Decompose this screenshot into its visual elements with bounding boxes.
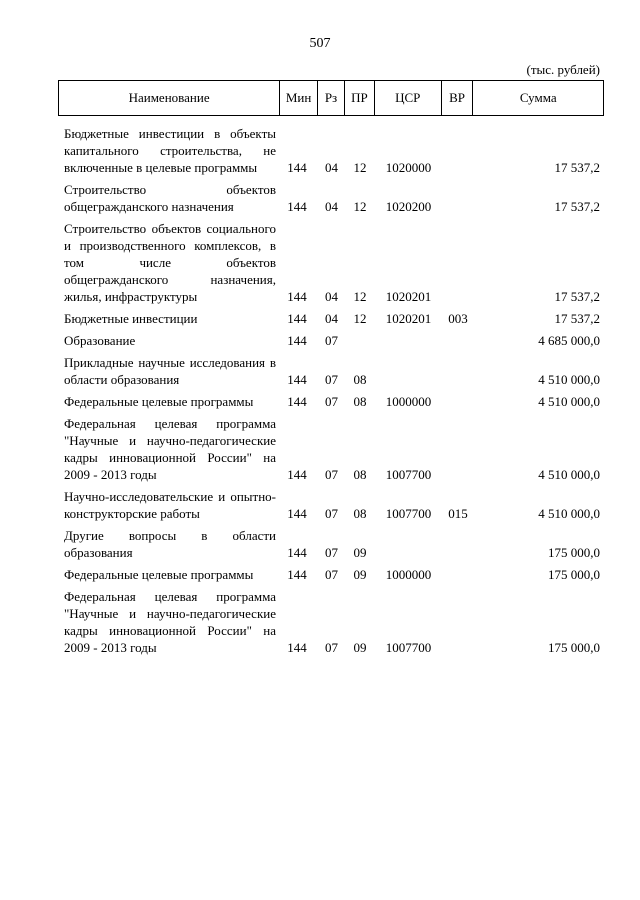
row-csr: 1007700 [385, 640, 432, 655]
row-rz: 07 [325, 372, 338, 387]
row-min: 144 [287, 640, 307, 655]
row-rz: 07 [325, 467, 338, 482]
row-min: 144 [287, 333, 307, 348]
row-rz: 07 [325, 545, 338, 560]
table-row [58, 125, 604, 176]
row-pr: 08 [353, 394, 367, 409]
row-name: Бюджетные инвестиции [64, 311, 198, 326]
row-name: Федеральная целевая программа "Научные и научно-педагогические кадры инновационной России" на 2009 - 2013 годы [64, 416, 276, 482]
header-vr: ВР [442, 81, 474, 115]
row-csr: 1000000 [385, 394, 432, 409]
row-rz: 07 [325, 333, 338, 348]
row-sum: 17 537,2 [554, 289, 600, 304]
header-pr: ПР [345, 81, 375, 115]
row-rz: 07 [325, 506, 338, 521]
row-name: Строительство объектов общегражданского назначения [64, 182, 276, 214]
row-pr: 08 [353, 372, 367, 387]
row-pr: 12 [353, 160, 367, 175]
header-sum: Сумма [519, 90, 557, 105]
header-min: Мин [280, 81, 318, 115]
row-name: Строительство объектов социального и производственного комплексов, в том числе объектов общегражданского назначения, жилья, инфраструктуры [64, 221, 276, 304]
row-csr: 1020200 [385, 199, 432, 214]
row-name: Научно-исследовательские и опытно-конструкторские работы [64, 489, 276, 521]
row-csr: 1000000 [385, 567, 432, 582]
page-number: 507 [309, 36, 331, 51]
row-vr: 015 [448, 506, 468, 521]
row-name: Прикладные научные исследования в области образования [64, 355, 276, 387]
table-body [58, 120, 604, 656]
row-sum: 175 000,0 [548, 545, 600, 560]
units-label: (тыс. рублей) [526, 62, 600, 77]
row-sum: 175 000,0 [548, 567, 600, 582]
row-min: 144 [287, 372, 307, 387]
row-csr: 1020201 [385, 289, 432, 304]
table-row [58, 488, 604, 522]
row-sum: 17 537,2 [554, 160, 600, 175]
row-pr: 12 [353, 289, 367, 304]
row-name: Другие вопросы в области образования [64, 528, 276, 560]
row-csr: 1020201 [385, 311, 432, 326]
row-min: 144 [287, 467, 307, 482]
table-row [58, 393, 604, 410]
row-sum: 175 000,0 [548, 640, 600, 655]
row-rz: 07 [325, 640, 338, 655]
header-csr: ЦСР [375, 81, 442, 115]
row-rz: 04 [325, 289, 338, 304]
row-min: 144 [287, 199, 307, 214]
row-min: 144 [287, 311, 307, 326]
row-sum: 4 510 000,0 [538, 372, 600, 387]
row-csr: 1020000 [385, 160, 432, 175]
row-name: Бюджетные инвестиции в объекты капитального строительства, не включенные в целевые программы [64, 126, 276, 175]
row-name: Образование [64, 333, 136, 348]
row-csr: 1007700 [385, 467, 432, 482]
row-pr: 09 [353, 545, 367, 560]
table-header [58, 80, 604, 116]
row-min: 144 [287, 567, 307, 582]
row-min: 144 [287, 289, 307, 304]
row-sum: 4 510 000,0 [538, 394, 600, 409]
table-row [58, 415, 604, 483]
table-row [58, 332, 604, 349]
row-sum: 4 510 000,0 [538, 467, 600, 482]
table-row [58, 181, 604, 215]
row-rz: 07 [325, 394, 338, 409]
row-pr: 12 [353, 311, 367, 326]
row-name: Федеральные целевые программы [64, 394, 254, 409]
table-row [58, 310, 604, 327]
row-pr: 09 [353, 640, 367, 655]
row-pr: 08 [353, 467, 367, 482]
table-row [58, 354, 604, 388]
row-rz: 04 [325, 311, 338, 326]
row-min: 144 [287, 160, 307, 175]
table-row [58, 588, 604, 656]
row-pr: 09 [353, 567, 367, 582]
row-rz: 04 [325, 199, 338, 214]
row-rz: 07 [325, 567, 338, 582]
header-rz: Рз [318, 81, 345, 115]
row-vr: 003 [448, 311, 468, 326]
row-min: 144 [287, 506, 307, 521]
row-sum: 4 685 000,0 [538, 333, 600, 348]
row-name: Федеральные целевые программы [64, 567, 254, 582]
header-name: Наименование [59, 81, 280, 115]
row-sum: 17 537,2 [554, 311, 600, 326]
row-pr: 08 [353, 506, 367, 521]
row-min: 144 [287, 394, 307, 409]
row-pr: 12 [353, 199, 367, 214]
table-row [58, 566, 604, 583]
table-row [58, 527, 604, 561]
row-sum: 4 510 000,0 [538, 506, 600, 521]
table-row [58, 220, 604, 305]
row-min: 144 [287, 545, 307, 560]
row-name: Федеральная целевая программа "Научные и научно-педагогические кадры инновационной России" на 2009 - 2013 годы [64, 589, 276, 655]
row-csr: 1007700 [385, 506, 432, 521]
row-sum: 17 537,2 [554, 199, 600, 214]
row-rz: 04 [325, 160, 338, 175]
